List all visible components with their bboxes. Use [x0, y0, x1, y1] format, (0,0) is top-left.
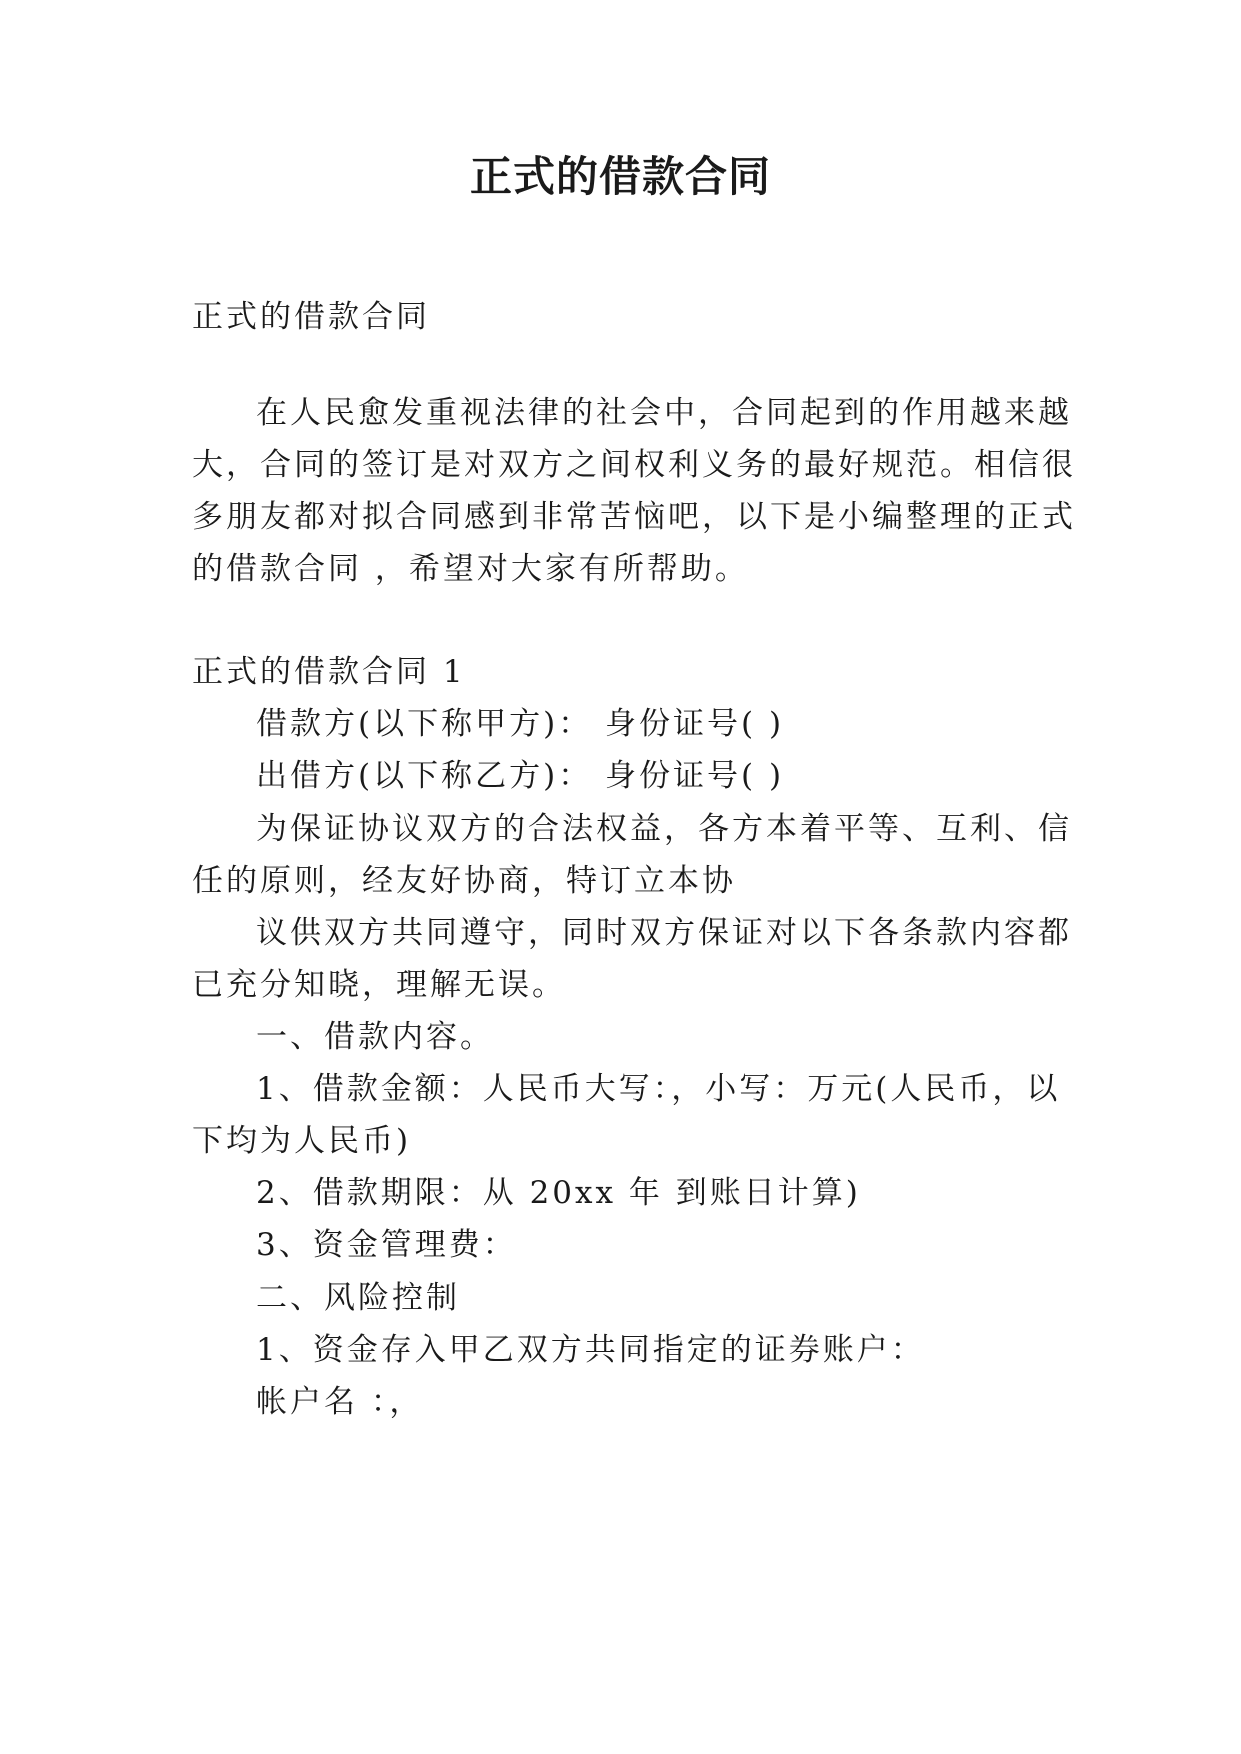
clause-1-1-line-2: 下均为人民币) — [192, 1123, 412, 1159]
intro-line-1: 在人民愈发重视法律的社会中，合同起到的作用越来越 — [256, 395, 1072, 431]
intro-line-4: 的借款合同 ，希望对大家有所帮助。 — [192, 551, 749, 587]
account-name: 帐户名 ：， — [256, 1384, 424, 1420]
paragraph-line-3: 议供双方共同遵守，同时双方保证对以下各条款内容都 — [256, 915, 1072, 951]
clause-2-1: 1、资金存入甲乙双方共同指定的证券账户： — [256, 1332, 925, 1368]
paragraph-line-2: 任的原则，经友好协商，特订立本协 — [192, 863, 736, 899]
intro-line-3: 多朋友都对拟合同感到非常苦恼吧，以下是小编整理的正式 — [192, 499, 1076, 535]
subtitle: 正式的借款合同 — [192, 299, 430, 335]
section-heading: 正式的借款合同 1 — [192, 654, 466, 690]
clause-1-2: 2、借款期限：从 20xx 年 到账日计算) — [256, 1175, 861, 1211]
clause-1-3: 3、资金管理费： — [256, 1227, 517, 1263]
paragraph-line-4: 已充分知晓，理解无误。 — [192, 967, 566, 1003]
paragraph-line-1: 为保证协议双方的合法权益，各方本着平等、互利、信 — [256, 811, 1072, 847]
borrower-line: 借款方(以下称甲方)： 身份证号( ) — [256, 706, 785, 742]
clause-1-1-line-1: 1、借款金额：人民币大写：，小写：万元(人民币，以 — [256, 1071, 1061, 1107]
clause-heading-2: 二、风险控制 — [256, 1280, 460, 1316]
lender-line: 出借方(以下称乙方)： 身份证号( ) — [256, 758, 785, 794]
intro-line-2: 大，合同的签订是对双方之间权利义务的最好规范。相信很 — [192, 447, 1076, 483]
clause-heading-1: 一、借款内容。 — [256, 1019, 494, 1055]
document-title: 正式的借款合同 — [469, 152, 771, 201]
